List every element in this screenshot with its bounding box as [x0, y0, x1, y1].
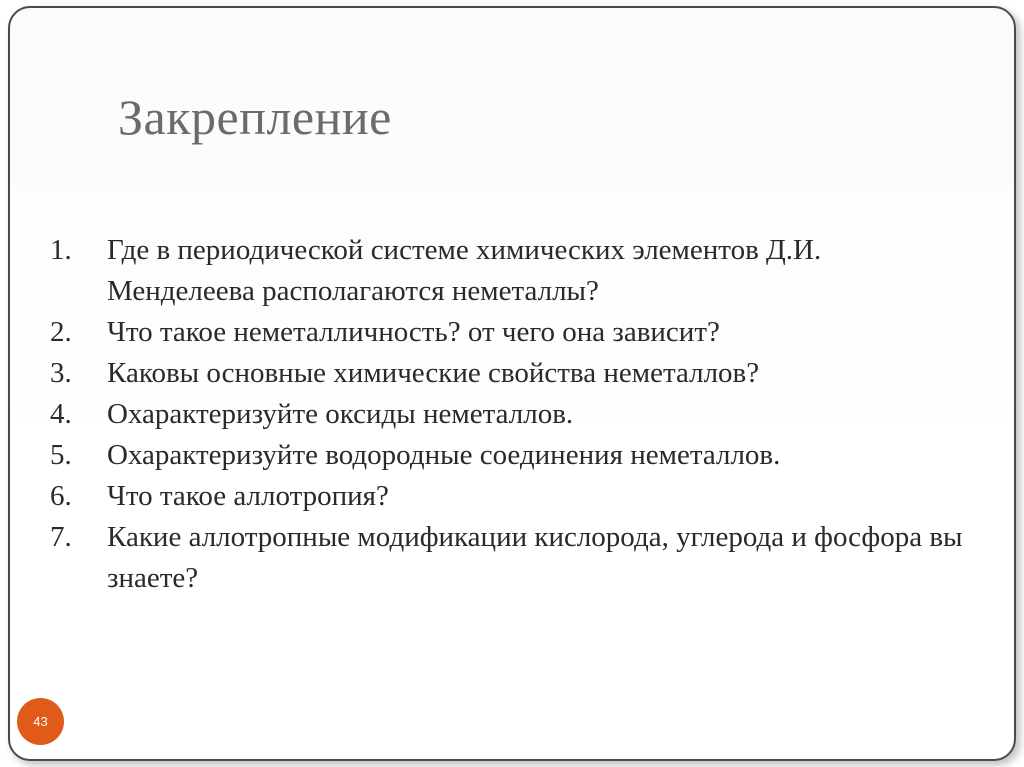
- question-item-4: [50, 394, 970, 435]
- question-text: Что такое аллотропия?: [107, 480, 389, 512]
- question-number: 6.: [50, 480, 72, 512]
- question-number: 4.: [50, 398, 72, 430]
- question-number: 5.: [50, 439, 72, 471]
- question-list: [50, 230, 970, 599]
- question-text: Где в периодической системе химических элементов Д.И. Менделеева располагаются неметаллы?: [107, 234, 822, 307]
- question-text: Охарактеризуйте водородные соединения неметаллов.: [107, 439, 781, 471]
- question-number: 2.: [50, 316, 72, 348]
- slide-title: Закрепление: [118, 89, 392, 145]
- question-item-6: [50, 476, 970, 517]
- question-number: 1.: [50, 234, 72, 266]
- page-number-badge: 43: [17, 698, 64, 745]
- question-text: Охарактеризуйте оксиды неметаллов.: [107, 398, 574, 430]
- question-item-2: [50, 312, 970, 353]
- question-item-1: [50, 230, 970, 312]
- question-item-5: [50, 435, 970, 476]
- question-text: Каковы основные химические свойства неметаллов?: [107, 357, 760, 389]
- slide-frame: [8, 6, 1016, 761]
- question-number: 3.: [50, 357, 72, 389]
- question-item-3: [50, 353, 970, 394]
- question-item-7: [50, 517, 970, 599]
- question-number: 7.: [50, 521, 72, 553]
- question-text: Какие аллотропные модификации кислорода, углерода и фосфора вы знаете?: [107, 521, 963, 594]
- question-text: Что такое неметалличность? от чего она зависит?: [107, 316, 720, 348]
